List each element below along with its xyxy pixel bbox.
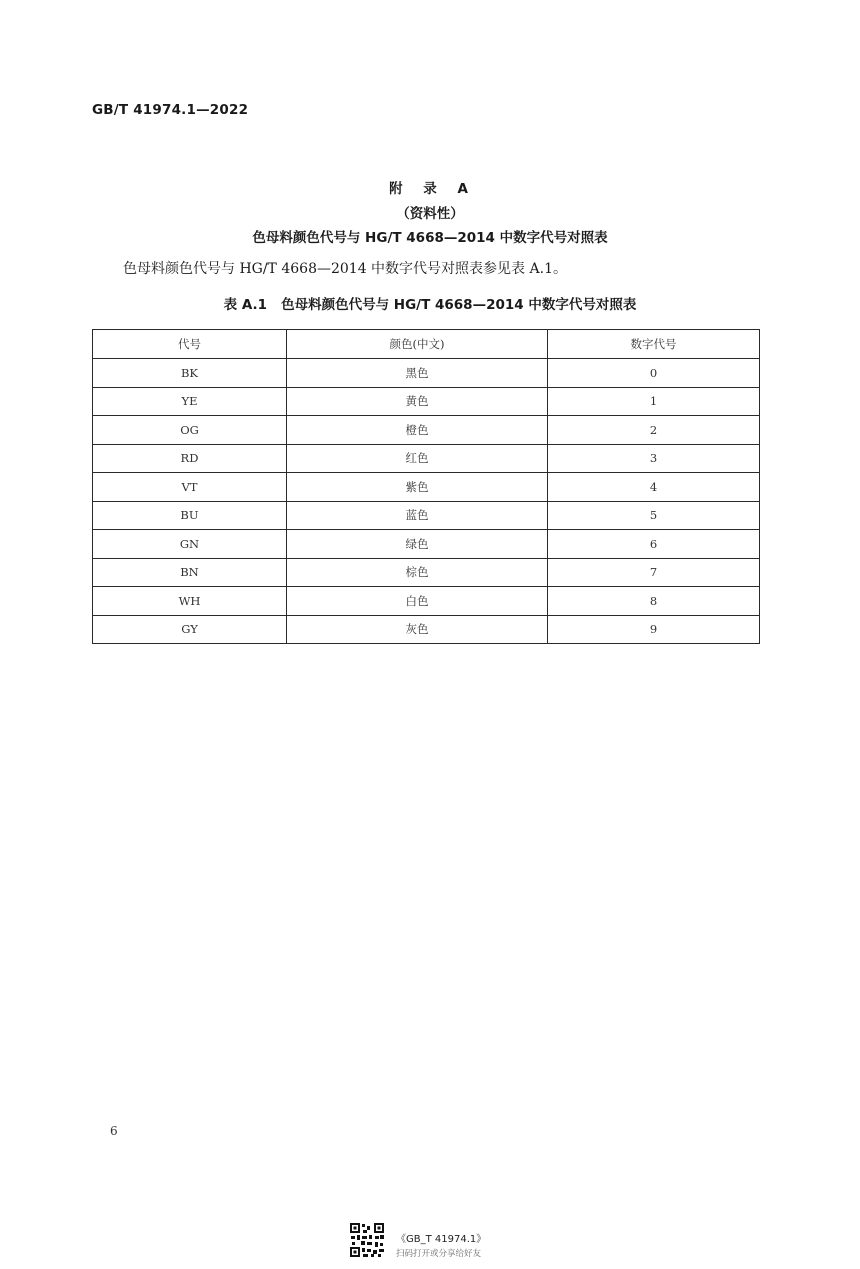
cell-code: RD xyxy=(93,444,287,473)
header-color: 颜色(中文) xyxy=(287,330,548,359)
cell-digit: 3 xyxy=(548,444,760,473)
table-row xyxy=(93,615,760,644)
table-row xyxy=(93,587,760,616)
cell-color: 棕色 xyxy=(287,558,548,587)
cell-color: 蓝色 xyxy=(287,501,548,530)
cell-code: BK xyxy=(93,359,287,388)
cell-color: 灰色 xyxy=(287,615,548,644)
cell-digit: 0 xyxy=(548,359,760,388)
appendix-kind: （资料性） xyxy=(396,206,464,222)
cell-digit: 4 xyxy=(548,473,760,502)
header-digit: 数字代号 xyxy=(548,330,760,359)
cell-code: YE xyxy=(93,387,287,416)
table-number: 表 A.1 xyxy=(223,297,268,313)
cell-color: 绿色 xyxy=(287,530,548,559)
table-title: 色母料颜色代号与 HG/T 4668—2014 中数字代号对照表 xyxy=(281,297,637,313)
cell-code: GN xyxy=(93,530,287,559)
cell-code: GY xyxy=(93,615,287,644)
intro-paragraph: 色母料颜色代号与 HG/T 4668—2014 中数字代号对照表参见表 A.1。 xyxy=(123,261,567,277)
cell-digit: 9 xyxy=(548,615,760,644)
qr-code-icon[interactable] xyxy=(349,1222,385,1258)
qr-caption: 扫码打开或分享给好友 xyxy=(396,1249,482,1259)
cell-color: 橙色 xyxy=(287,416,548,445)
cell-digit: 2 xyxy=(548,416,760,445)
standard-id: GB/T 41974.1—2022 xyxy=(92,102,249,118)
cell-digit: 7 xyxy=(548,558,760,587)
cell-code: BU xyxy=(93,501,287,530)
cell-digit: 8 xyxy=(548,587,760,616)
cell-digit: 1 xyxy=(548,387,760,416)
cell-color: 黑色 xyxy=(287,359,548,388)
header-code: 代号 xyxy=(93,330,287,359)
code-table xyxy=(92,329,760,644)
table-row xyxy=(93,530,760,559)
table-row xyxy=(93,444,760,473)
appendix-name: 色母料颜色代号与 HG/T 4668—2014 中数字代号对照表 xyxy=(252,230,608,246)
cell-color: 黄色 xyxy=(287,387,548,416)
table-row xyxy=(93,387,760,416)
cell-code: WH xyxy=(93,587,287,616)
table-row xyxy=(93,558,760,587)
cell-code: VT xyxy=(93,473,287,502)
cell-code: BN xyxy=(93,558,287,587)
table-row xyxy=(93,473,760,502)
table-header-row xyxy=(93,330,760,359)
table-caption xyxy=(0,293,860,313)
table-row xyxy=(93,416,760,445)
page-number: 6 xyxy=(110,1124,118,1138)
appendix-title: 附 录 A xyxy=(389,181,471,197)
cell-digit: 5 xyxy=(548,501,760,530)
cell-color: 白色 xyxy=(287,587,548,616)
table-row xyxy=(93,359,760,388)
table-row xyxy=(93,501,760,530)
cell-color: 紫色 xyxy=(287,473,548,502)
cell-code: OG xyxy=(93,416,287,445)
qr-title: 《GB_T 41974.1》 xyxy=(396,1234,487,1245)
cell-color: 红色 xyxy=(287,444,548,473)
cell-digit: 6 xyxy=(548,530,760,559)
